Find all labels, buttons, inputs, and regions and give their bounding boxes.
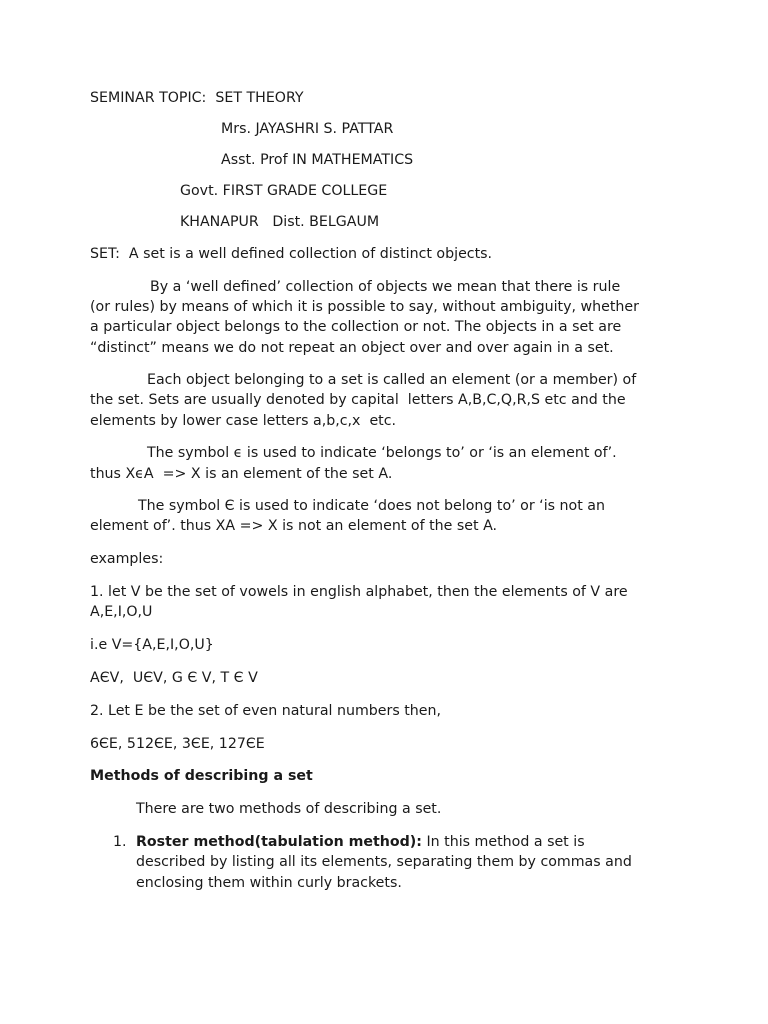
para3-line: The symbol ϵ is used to indicate ‘belongs to’ or ‘is an element of’.	[147, 445, 617, 461]
para3-line: thus XϵA => X is an element of the set A.	[90, 466, 393, 482]
example1-members: AЄV, UЄV, G Є V, T Є V	[90, 670, 258, 686]
example1-line: A,E,I,O,U	[90, 604, 153, 620]
para2-line: the set. Sets are usually denoted by capital letters A,B,C,Q,R,S etc and the	[90, 392, 626, 408]
examples-label: examples:	[90, 551, 164, 567]
author-name: Mrs. JAYASHRI S. PATTAR	[221, 121, 394, 137]
author-designation: Asst. Prof IN MATHEMATICS	[221, 152, 414, 168]
roster-text: In this method a set is	[421, 834, 585, 850]
roster-line: described by listing all its elements, separating them by commas and	[136, 854, 632, 870]
para1-line: (or rules) by means of which it is possible to say, without ambiguity, whether	[90, 299, 639, 315]
methods-intro: There are two methods of describing a set.	[136, 801, 442, 817]
list-number: 1.	[113, 834, 127, 850]
para1-line: “distinct” means we do not repeat an object over and over again in a set.	[90, 340, 614, 356]
roster-first-line	[136, 832, 585, 852]
roster-line: enclosing them within curly brackets.	[136, 875, 402, 891]
example2-line: 2. Let E be the set of even natural numbers then,	[90, 703, 442, 719]
para1-line: a particular object belongs to the collection or not. The objects in a set are	[90, 319, 622, 335]
para2-line: elements by lower case letters a,b,c,x etc.	[90, 413, 397, 429]
college-name: Govt. FIRST GRADE COLLEGE	[180, 183, 388, 199]
example2-members: 6ЄE, 512ЄE, 3ЄE, 127ЄE	[90, 736, 265, 752]
roster-title: Roster method(tabulation method):	[136, 834, 422, 850]
methods-heading: Methods of describing a set	[90, 768, 313, 784]
seminar-topic: SEMINAR TOPIC: SET THEORY	[90, 90, 304, 106]
para4-line: element of’. thus XA => X is not an element of the set A.	[90, 518, 498, 534]
para4-line: The symbol Є is used to indicate ‘does not belong to’ or ‘is not an	[138, 498, 605, 514]
college-place: KHANAPUR Dist. BELGAUM	[180, 214, 380, 230]
para1-line: By a ‘well defined’ collection of objects we mean that there is rule	[150, 279, 621, 295]
para2-line: Each object belonging to a set is called an element (or a member) of	[147, 372, 637, 388]
example1-set: i.e V={A,E,I,O,U}	[90, 637, 214, 653]
example1-line: 1. let V be the set of vowels in english alphabet, then the elements of V are	[90, 584, 628, 600]
set-definition: SET: A set is a well defined collection of distinct objects.	[90, 246, 493, 262]
